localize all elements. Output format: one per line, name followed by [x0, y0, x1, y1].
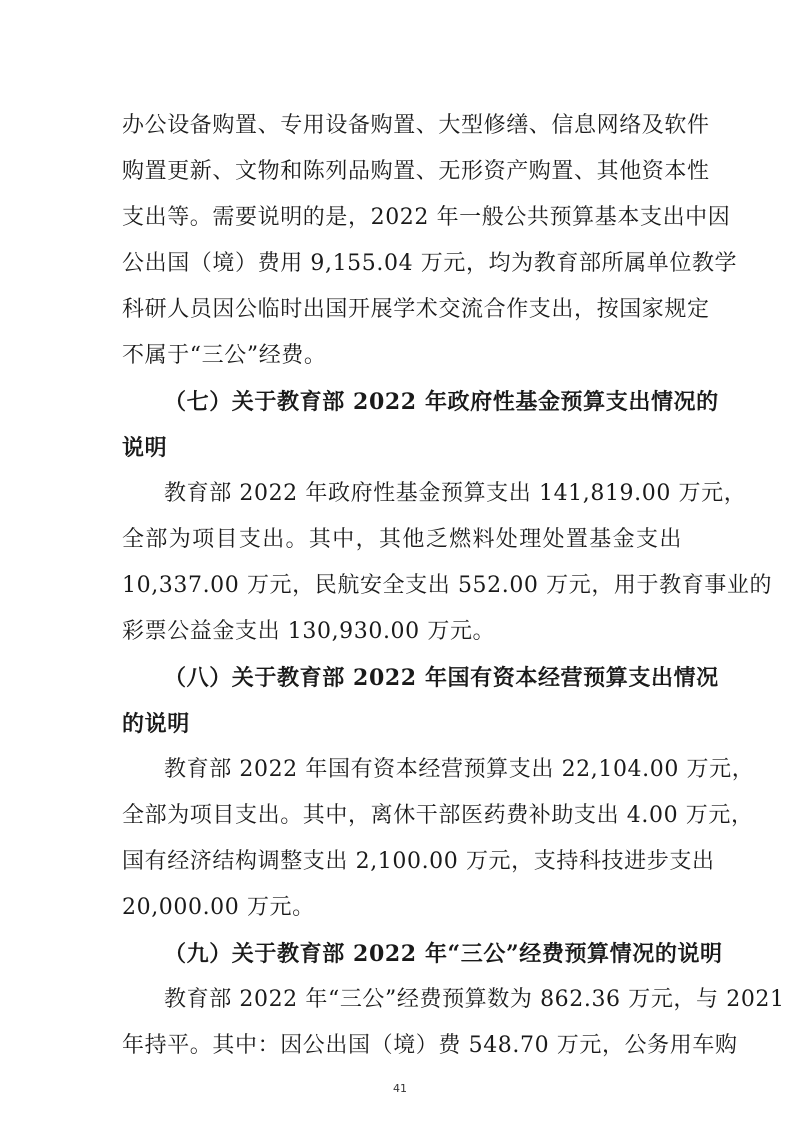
section-heading: （八）关于教育部 2022 年国有资本经营预算支出情况: [164, 665, 719, 691]
paragraph-line: 彩票公益金支出 130,930.00 万元。: [122, 619, 496, 644]
paragraph-line: 科研人员因公临时出国开展学术交流合作支出，按国家规定: [122, 297, 710, 322]
paragraph-line: 不属于“三公”经费。: [122, 343, 327, 368]
paragraph-line: 全部为项目支出。其中，离休干部医药费补助支出 4.00 万元，: [122, 803, 754, 828]
section-heading: 的说明: [122, 711, 190, 737]
section-heading: 说明: [122, 435, 168, 461]
paragraph-line: 教育部 2022 年政府性基金预算支出 141,819.00 万元，: [164, 481, 747, 506]
paragraph-line: 20,000.00 万元。: [122, 895, 315, 920]
paragraph-line: 支出等。需要说明的是，2022 年一般公共预算基本支出中因: [122, 205, 731, 230]
section-heading: （七）关于教育部 2022 年政府性基金预算支出情况的: [164, 389, 719, 415]
paragraph-line: 公出国（境）费用 9,155.04 万元，均为教育部所属单位教学: [122, 251, 738, 276]
paragraph-line: 全部为项目支出。其中，其他乏燃料处理处置基金支出: [122, 527, 682, 552]
paragraph-line: 国有经济结构调整支出 2,100.00 万元，支持科技进步支出: [122, 849, 715, 874]
section-heading: （九）关于教育部 2022 年“三公”经费预算情况的说明: [164, 941, 723, 967]
paragraph-line: 教育部 2022 年“三公”经费预算数为 862.36 万元，与 2021: [164, 987, 785, 1012]
paragraph-line: 10,337.00 万元，民航安全支出 552.00 万元，用于教育事业的: [122, 573, 773, 598]
paragraph-line: 教育部 2022 年国有资本经营预算支出 22,104.00 万元，: [164, 757, 755, 782]
paragraph-line: 办公设备购置、专用设备购置、大型修缮、信息网络及软件: [122, 113, 710, 138]
paragraph-line: 年持平。其中：因公出国（境）费 548.70 万元，公务用车购: [122, 1033, 738, 1058]
paragraph-line: 购置更新、文物和陈列品购置、无形资产购置、其他资本性: [122, 159, 710, 184]
page-number: 41: [393, 1082, 407, 1095]
